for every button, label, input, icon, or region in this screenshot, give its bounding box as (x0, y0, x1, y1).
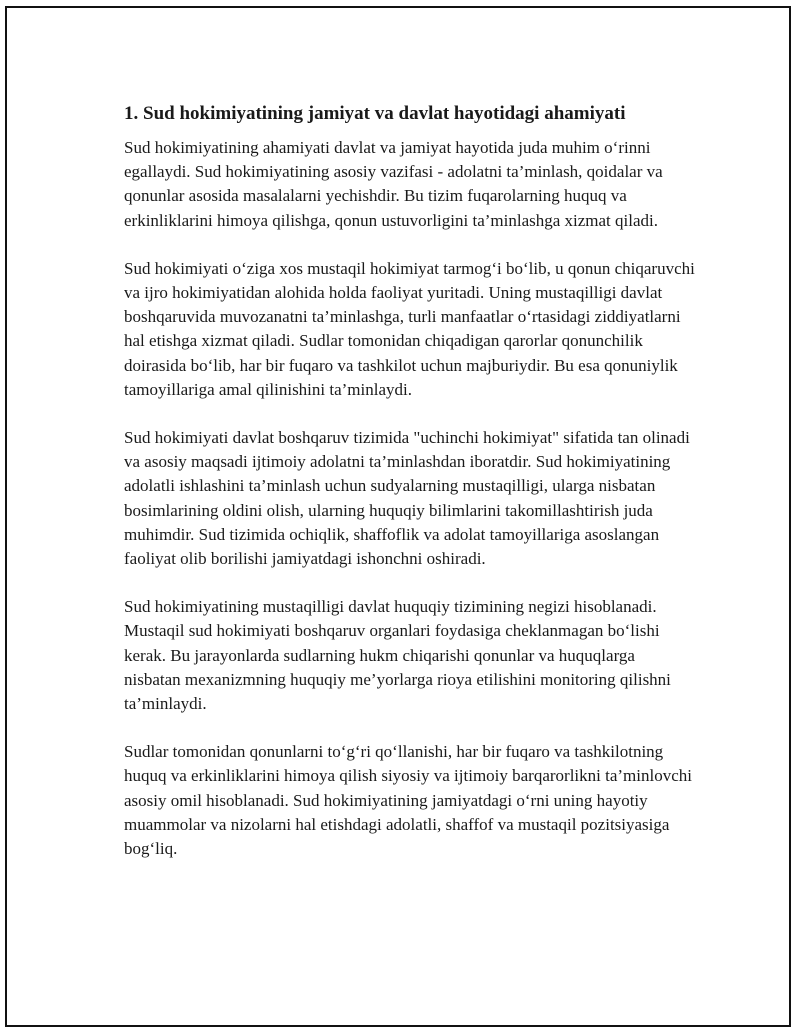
page-frame (5, 6, 791, 1027)
section-heading: 1. Sud hokimiyatining jamiyat va davlat hayotidagi ahamiyati (124, 103, 626, 124)
paragraph-2: Sud hokimiyati o‘ziga xos mustaqil hokimiyat tarmog‘i bo‘lib, u qonun chiqaruvchi va ijro hokimiyatidan alohida holda faoliyat yuritadi. Uning mustaqilligi davlat boshqaruvida muvozanatni ta’minlashga, turli manfaatlar o‘rtasidagi ziddiyatlarni hal etishga xizmat qiladi. Sudlar tomonidan chiqadigan qarorlar qonunchilik doirasida bo‘lib, har bir fuqaro va tashkilot uchun majburiydir. Bu esa qonuniylik tamoyillariga amal qilinishini ta’minlaydi. (124, 258, 695, 399)
document-body (120, 101, 695, 861)
paragraph-4: Sud hokimiyatining mustaqilligi davlat huquqiy tizimining negizi hisoblanadi. Mustaqil sud hokimiyati boshqaruv organlari foydasiga cheklanmagan bo‘lishi kerak. Bu jarayonlarda sudlarning hukm chiqarishi qonunlar va huquqlarga nisbatan mexanizmning huquqiy me’yorlarga rioya etilishini monitoring qilishni ta’minlaydi. (124, 597, 671, 714)
paragraph-1: Sud hokimiyatining ahamiyati davlat va jamiyat hayotida juda muhim o‘rinni egallaydi. Sud hokimiyatining asosiy vazifasi - adolatni ta’minlash, qoidalar va qonunlar asosida masalalarni yechishdir. Bu tizim fuqarolarning huquq va erkinliklarini himoya qilishga, qonun ustuvorligini ta’minlashga xizmat qiladi. (124, 138, 663, 230)
paragraph-5: Sudlar tomonidan qonunlarni to‘g‘ri qo‘llanishi, har bir fuqaro va tashkilotning huquq va erkinliklarini himoya qilish siyosiy va ijtimoiy barqarorlikni ta’minlovchi asosiy omil hisoblanadi. Sud hokimiyatining jamiyatdagi o‘rni uning hayotiy muammolar va nizolarni hal etishdagi adolatli, shaffof va mustaqil pozitsiyasiga bog‘liq. (124, 742, 692, 859)
paragraph-3: Sud hokimiyati davlat boshqaruv tizimida "uchinchi hokimiyat" sifatida tan olinadi va asosiy maqsadi ijtimoiy adolatni ta’minlashdan iboratdir. Sud hokimiyatining adolatli ishlashini ta’minlash uchun sudyalarning mustaqilligi, ularga nisbatan bosimlarining oldini olish, ularning huquqiy bilimlarini takomillashtirish juda muhimdir. Sud tizimida ochiqlik, shaffoflik va adolat tamoyillariga asoslangan faoliyat olib borilishi jamiyatdagi ishonchni oshiradi. (124, 428, 690, 569)
